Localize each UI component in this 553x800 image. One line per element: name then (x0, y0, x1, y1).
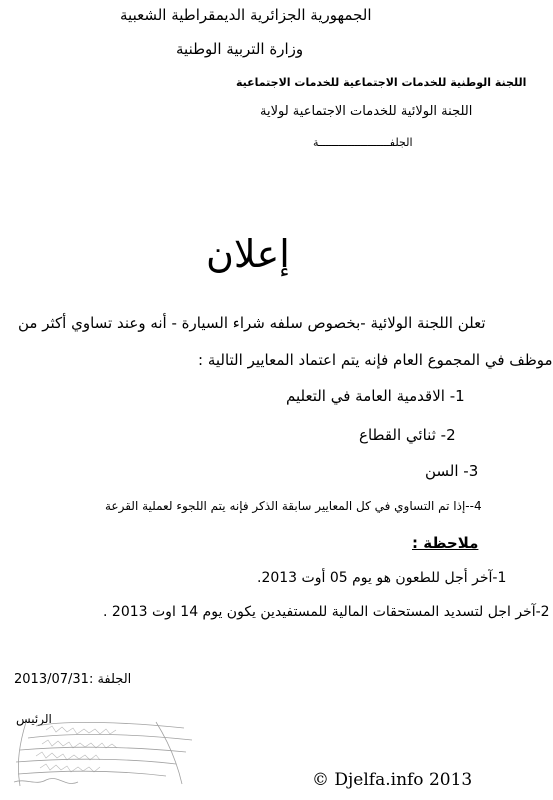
criterion-1: 1- الاقدمية العامة في التعليم (286, 387, 465, 405)
notes-title: ملاحظة : (412, 534, 479, 552)
announcement-title: إعلان (206, 232, 290, 276)
republic-heading: الجمهورية الجزائرية الديمقراطية الشعبية (120, 6, 372, 24)
official-stamp (6, 718, 202, 790)
note-2: 2-آخر اجل لتسديد المستحقات المالية للمستفيدين يكون يوم 14 اوت 2013 . (103, 604, 550, 620)
national-committee-heading: اللجنة الوطنية للخدمات الاجتماعية للخدمات الاجتماعية (236, 76, 527, 89)
ministry-heading: وزارة التربية الوطنية (176, 40, 304, 58)
body-line-2: موظف في المجموع العام فإنه يتم اعتماد المعايير التالية : (198, 351, 553, 369)
date-place: الجلفة :2013/07/31 (14, 672, 132, 687)
criterion-2: 2- ثنائي القطاع (359, 426, 456, 444)
chief-label: الرئيس (16, 712, 52, 726)
criterion-4: 4--إذا تم التساوي في كل المعايير سابقة الذكر فإنه يتم اللجوء لعملية القرعة (105, 499, 482, 513)
wilaya-name: الجلفــــــــــــــــــــــة (313, 136, 413, 149)
note-1: 1-آخر أجل للطعون هو يوم 05 أوت 2013. (257, 570, 507, 586)
criterion-3: 3- السن (425, 462, 479, 480)
copyright-watermark: © Djelfa.info 2013 (312, 770, 473, 790)
body-line-1: تعلن اللجنة الولائية -بخصوص سلفه شراء السيارة - أنه وعند تساوي أكثر من (18, 314, 486, 332)
wilaya-committee-heading: اللجنة الولائية للخدمات الاجتماعية لولاية (260, 104, 473, 119)
